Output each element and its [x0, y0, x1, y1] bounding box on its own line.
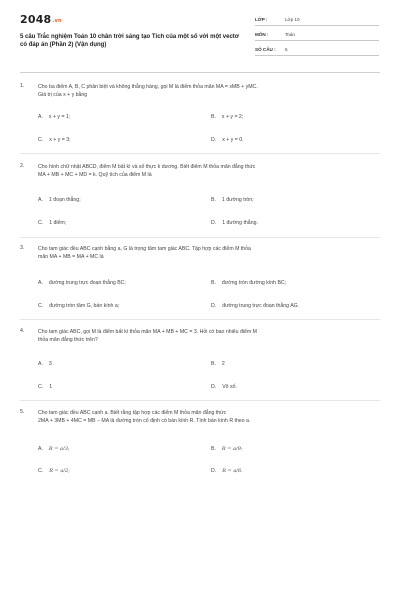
option-label: A. — [38, 114, 43, 120]
question-stem — [38, 409, 376, 425]
question-divider — [20, 319, 380, 320]
stem-line: Cho hình chữ nhật ABCD, điểm M bất kì và số thực k dương. Biết điểm M thỏa mãn đẳng thức — [38, 164, 256, 170]
option-b[interactable] — [211, 197, 254, 203]
option-label: B. — [211, 197, 216, 203]
question-5 — [20, 409, 380, 429]
option-label: B. — [211, 114, 216, 120]
question-number: 5. — [20, 409, 25, 415]
option-label: C. — [38, 303, 44, 309]
question-number: 2. — [20, 163, 25, 169]
option-label: A. — [38, 197, 43, 203]
question-4 — [20, 328, 380, 348]
question-stem — [38, 245, 376, 261]
meta-value: Lớp 10 — [285, 17, 300, 22]
option-text: R = a/9; — [221, 446, 243, 452]
header-divider — [20, 72, 380, 73]
option-b[interactable] — [211, 446, 243, 452]
option-text: R = a/2; — [49, 468, 70, 474]
meta-row-class — [255, 14, 379, 26]
option-c[interactable] — [38, 137, 71, 143]
option-text: đường trung trực đoạn thẳng BC; — [48, 280, 126, 286]
option-text: đường tròn đường kính BC; — [221, 280, 287, 286]
meta-row-subject — [255, 29, 379, 41]
option-label: A. — [38, 280, 43, 286]
option-c[interactable] — [38, 384, 52, 390]
question-divider — [20, 237, 380, 238]
question-1 — [20, 83, 380, 103]
option-label: D. — [211, 468, 217, 474]
option-label: D. — [211, 220, 217, 226]
option-label: B. — [211, 361, 216, 367]
meta-row-count — [255, 44, 379, 56]
option-d[interactable] — [211, 137, 244, 143]
question-divider — [20, 400, 380, 401]
question-number: 1. — [20, 83, 25, 89]
meta-key: LỚP : — [255, 17, 268, 22]
option-label: A. — [38, 361, 43, 367]
question-2 — [20, 163, 380, 183]
option-text: 1 — [49, 384, 53, 390]
option-text: x + y = 0. — [222, 137, 244, 143]
stem-line: Cho ba điểm A, B, C phân biệt và không thẳng hàng, gọi M là điểm thỏa mãn MA = xMB + yMC. — [38, 84, 258, 90]
question-number: 4. — [20, 328, 25, 334]
question-stem — [38, 328, 376, 344]
option-text: R = a/3; — [48, 446, 70, 452]
stem-line: Cho tam giác đều ABC cạnh a. Biết rằng tập hợp các điểm M thỏa mãn đẳng thức — [38, 410, 227, 416]
option-b[interactable] — [211, 114, 243, 120]
meta-key: MÔN : — [255, 32, 269, 37]
option-text: 1 điểm; — [49, 220, 67, 226]
option-b[interactable] — [211, 361, 225, 367]
stem-line: 2MA + 3MB + 4MC = MB − MA là đường tròn cố định có bán kính R. Tính bán kính R theo a. — [38, 418, 251, 424]
stem-line: Cho tam giác ABC, gọi M là điểm bất kì thỏa mãn MA + MB + MC = 3. Hỏi có bao nhiêu điểm M — [38, 329, 257, 335]
option-label: C. — [38, 384, 44, 390]
question-number: 3. — [20, 245, 25, 251]
stem-line: mãn MA + MB = MA + MC là — [38, 254, 104, 260]
option-text: x + y = 1; — [48, 114, 71, 120]
option-b[interactable] — [211, 280, 286, 286]
option-text: Vô số. — [222, 384, 237, 390]
stem-line: Cho tam giác đều ABC cạnh bằng a, G là trọng tâm tam giác ABC. Tập hợp các điểm M thỏa — [38, 246, 251, 252]
option-label: D. — [211, 384, 217, 390]
option-a[interactable] — [38, 280, 126, 286]
option-label: A. — [38, 446, 43, 452]
option-text: đường trung trực đoạn thẳng AG. — [222, 303, 300, 309]
meta-value: 5 — [285, 47, 288, 52]
option-text: 3 — [48, 361, 52, 367]
option-text: x + y = 3; — [49, 137, 71, 143]
option-a[interactable] — [38, 114, 70, 120]
option-text: 1 đường thẳng. — [222, 220, 258, 226]
option-label: D. — [211, 137, 217, 143]
option-label: C. — [38, 137, 44, 143]
option-label: C. — [38, 220, 44, 226]
logo-suffix: .vn — [52, 18, 62, 24]
option-label: D. — [211, 303, 217, 309]
option-a[interactable] — [38, 361, 52, 367]
site-logo[interactable] — [20, 13, 62, 26]
option-text: đường tròn tâm G, bán kính a; — [49, 303, 120, 309]
option-text: R = a/6. — [222, 468, 243, 474]
question-3 — [20, 245, 380, 265]
option-d[interactable] — [211, 468, 243, 474]
stem-line: thỏa mãn đẳng thức trên? — [38, 337, 98, 343]
option-text: 1 đoạn thẳng; — [48, 197, 81, 203]
document-title: 5 câu Trắc nghiệm Toán 10 chân trời sáng tạo Tích của một số với một vectơ có đáp án (Phần 2) (Vận dụng) — [20, 34, 240, 48]
question-stem — [38, 83, 376, 99]
option-text: 1 đường tròn; — [221, 197, 254, 203]
option-a[interactable] — [38, 197, 81, 203]
option-d[interactable] — [211, 220, 258, 226]
question-stem — [38, 163, 376, 179]
logo-main: 2048 — [20, 13, 52, 26]
option-c[interactable] — [38, 468, 70, 474]
option-text: x + y = 2; — [221, 114, 244, 120]
option-text: 2 — [221, 361, 225, 367]
stem-line: MA + MB + MC + MD = k. Quỹ tích của điểm M là — [38, 172, 152, 178]
option-a[interactable] — [38, 446, 70, 452]
stem-line: Giá trị của x + y bằng — [38, 92, 88, 98]
option-label: B. — [211, 446, 216, 452]
option-d[interactable] — [211, 303, 299, 309]
meta-value: Toán — [285, 32, 295, 37]
option-c[interactable] — [38, 220, 66, 226]
option-label: B. — [211, 280, 216, 286]
question-divider — [20, 153, 380, 154]
option-label: C. — [38, 468, 44, 474]
option-d[interactable] — [211, 384, 237, 390]
meta-key: SỐ CÂU : — [255, 47, 276, 52]
option-c[interactable] — [38, 303, 119, 309]
